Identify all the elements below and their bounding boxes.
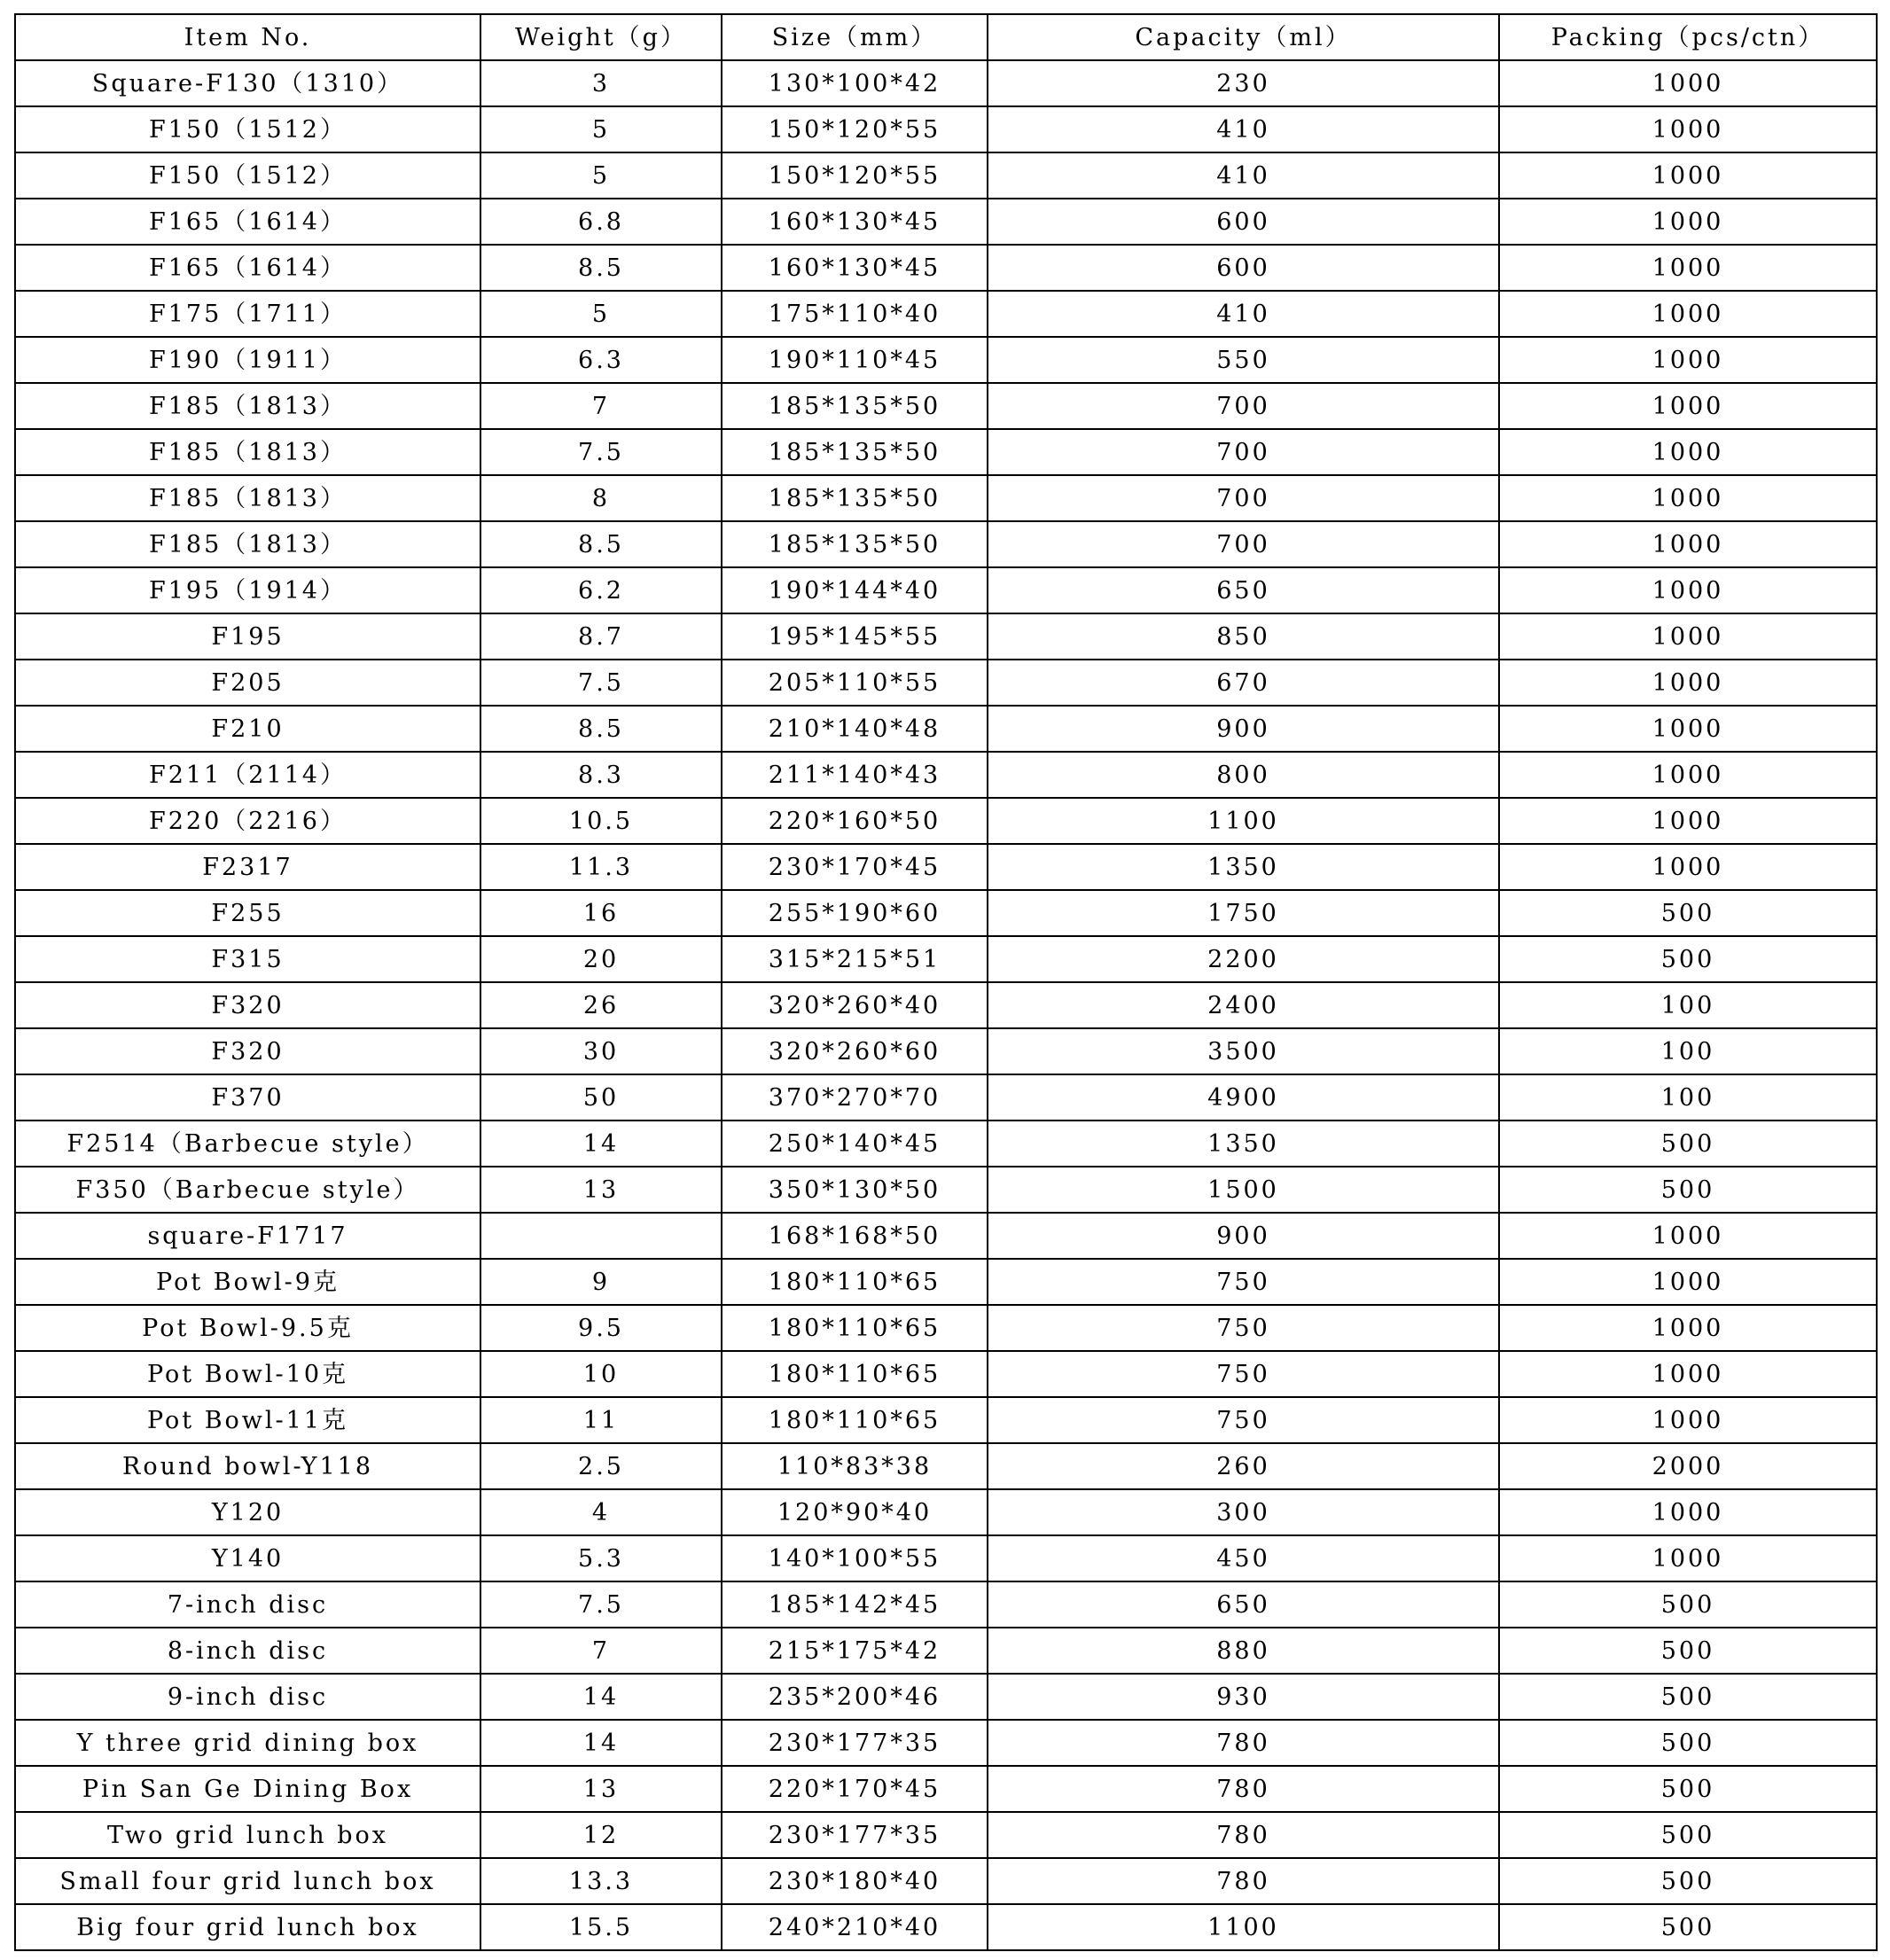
- product-spec-table: [14, 13, 1878, 1951]
- cell-size: 350*130*50: [722, 1167, 988, 1213]
- cell-size: 190*110*45: [722, 337, 988, 383]
- table-row: [15, 1720, 1877, 1766]
- cell-size: 168*168*50: [722, 1213, 988, 1259]
- cell-weight: 3: [480, 60, 722, 106]
- cell-item-no: 8-inch disc: [15, 1628, 480, 1674]
- cell-weight: 16: [480, 890, 722, 936]
- cell-size: 230*180*40: [722, 1858, 988, 1904]
- table-row: [15, 1674, 1877, 1720]
- cell-capacity: 850: [988, 613, 1499, 660]
- cell-size: 185*135*50: [722, 521, 988, 567]
- cell-weight: 7.5: [480, 660, 722, 706]
- cell-packing: 1000: [1499, 613, 1877, 660]
- cell-capacity: 3500: [988, 1028, 1499, 1074]
- table-row: [15, 475, 1877, 521]
- cell-packing: 1000: [1499, 567, 1877, 613]
- cell-packing: 500: [1499, 936, 1877, 982]
- cell-item-no: F370: [15, 1074, 480, 1121]
- cell-packing: 1000: [1499, 1535, 1877, 1581]
- cell-weight: 5: [480, 106, 722, 152]
- cell-capacity: 650: [988, 1581, 1499, 1628]
- cell-capacity: 650: [988, 567, 1499, 613]
- cell-item-no: Y140: [15, 1535, 480, 1581]
- cell-weight: 26: [480, 982, 722, 1028]
- cell-item-no: 7-inch disc: [15, 1581, 480, 1628]
- cell-weight: 14: [480, 1121, 722, 1167]
- cell-size: 210*140*48: [722, 706, 988, 752]
- cell-weight: 5: [480, 152, 722, 199]
- cell-capacity: 300: [988, 1489, 1499, 1535]
- cell-weight: 9: [480, 1259, 722, 1305]
- cell-capacity: 750: [988, 1259, 1499, 1305]
- table-row: [15, 199, 1877, 245]
- cell-item-no: Square-F130（1310）: [15, 60, 480, 106]
- cell-weight: 11: [480, 1397, 722, 1443]
- cell-item-no: Pin San Ge Dining Box: [15, 1766, 480, 1812]
- cell-item-no: F185（1813）: [15, 475, 480, 521]
- cell-item-no: F210: [15, 706, 480, 752]
- table-row: [15, 337, 1877, 383]
- cell-packing: 500: [1499, 1581, 1877, 1628]
- cell-item-no: F165（1614）: [15, 199, 480, 245]
- header-capacity: Capacity（ml）: [988, 14, 1499, 60]
- table-body: [15, 60, 1877, 1950]
- cell-capacity: 2400: [988, 982, 1499, 1028]
- cell-packing: 1000: [1499, 752, 1877, 798]
- cell-capacity: 410: [988, 291, 1499, 337]
- cell-size: 140*100*55: [722, 1535, 988, 1581]
- cell-weight: 7.5: [480, 1581, 722, 1628]
- cell-item-no: F211（2114）: [15, 752, 480, 798]
- cell-weight: 10.5: [480, 798, 722, 844]
- cell-packing: 1000: [1499, 1489, 1877, 1535]
- cell-packing: 1000: [1499, 1305, 1877, 1351]
- cell-size: 320*260*60: [722, 1028, 988, 1074]
- cell-weight: 5: [480, 291, 722, 337]
- cell-packing: 500: [1499, 890, 1877, 936]
- table-row: [15, 1904, 1877, 1950]
- table-row: [15, 706, 1877, 752]
- cell-size: 175*110*40: [722, 291, 988, 337]
- cell-capacity: 780: [988, 1766, 1499, 1812]
- cell-capacity: 750: [988, 1351, 1499, 1397]
- table-row: [15, 1766, 1877, 1812]
- cell-packing: 500: [1499, 1628, 1877, 1674]
- cell-capacity: 1100: [988, 1904, 1499, 1950]
- cell-packing: 500: [1499, 1812, 1877, 1858]
- cell-capacity: 750: [988, 1397, 1499, 1443]
- cell-capacity: 670: [988, 660, 1499, 706]
- cell-capacity: 1750: [988, 890, 1499, 936]
- cell-capacity: 900: [988, 706, 1499, 752]
- cell-item-no: F2514（Barbecue style）: [15, 1121, 480, 1167]
- cell-item-no: F190（1911）: [15, 337, 480, 383]
- cell-size: 150*120*55: [722, 106, 988, 152]
- cell-packing: 500: [1499, 1674, 1877, 1720]
- cell-packing: 1000: [1499, 383, 1877, 429]
- table-row: [15, 567, 1877, 613]
- cell-size: 185*135*50: [722, 475, 988, 521]
- cell-item-no: Two grid lunch box: [15, 1812, 480, 1858]
- table-row: [15, 1167, 1877, 1213]
- cell-weight: 8: [480, 475, 722, 521]
- cell-packing: 500: [1499, 1766, 1877, 1812]
- cell-item-no: Pot Bowl-11克: [15, 1397, 480, 1443]
- cell-item-no: F150（1512）: [15, 152, 480, 199]
- cell-weight: 4: [480, 1489, 722, 1535]
- table-row: [15, 1028, 1877, 1074]
- cell-size: 230*177*35: [722, 1812, 988, 1858]
- cell-size: 220*170*45: [722, 1766, 988, 1812]
- cell-weight: 8.5: [480, 521, 722, 567]
- cell-size: 185*142*45: [722, 1581, 988, 1628]
- cell-capacity: 1350: [988, 1121, 1499, 1167]
- cell-weight: 13: [480, 1766, 722, 1812]
- header-size: Size（mm）: [722, 14, 988, 60]
- cell-packing: 1000: [1499, 1213, 1877, 1259]
- cell-capacity: 550: [988, 337, 1499, 383]
- cell-item-no: F350（Barbecue style）: [15, 1167, 480, 1213]
- cell-weight: 7.5: [480, 429, 722, 475]
- cell-size: 120*90*40: [722, 1489, 988, 1535]
- table-row: [15, 1074, 1877, 1121]
- cell-item-no: F195（1914）: [15, 567, 480, 613]
- cell-capacity: 230: [988, 60, 1499, 106]
- cell-packing: 100: [1499, 1028, 1877, 1074]
- header-packing: Packing（pcs/ctn）: [1499, 14, 1877, 60]
- cell-packing: 100: [1499, 982, 1877, 1028]
- table-row: [15, 1121, 1877, 1167]
- cell-packing: 1000: [1499, 521, 1877, 567]
- cell-packing: 1000: [1499, 199, 1877, 245]
- cell-packing: 1000: [1499, 1397, 1877, 1443]
- cell-capacity: 800: [988, 752, 1499, 798]
- cell-size: 315*215*51: [722, 936, 988, 982]
- cell-item-no: F320: [15, 1028, 480, 1074]
- cell-capacity: 600: [988, 245, 1499, 291]
- cell-item-no: Pot Bowl-9克: [15, 1259, 480, 1305]
- table-row: [15, 1858, 1877, 1904]
- cell-weight: 8.7: [480, 613, 722, 660]
- cell-item-no: F255: [15, 890, 480, 936]
- cell-capacity: 260: [988, 1443, 1499, 1489]
- cell-item-no: F220（2216）: [15, 798, 480, 844]
- cell-item-no: Round bowl-Y118: [15, 1443, 480, 1489]
- cell-size: 320*260*40: [722, 982, 988, 1028]
- cell-capacity: 410: [988, 106, 1499, 152]
- cell-size: 150*120*55: [722, 152, 988, 199]
- cell-packing: 1000: [1499, 660, 1877, 706]
- cell-weight: 14: [480, 1674, 722, 1720]
- cell-weight: 15.5: [480, 1904, 722, 1950]
- cell-packing: 100: [1499, 1074, 1877, 1121]
- table-row: [15, 291, 1877, 337]
- cell-weight: 7: [480, 383, 722, 429]
- header-row: [15, 14, 1877, 60]
- cell-weight: 10: [480, 1351, 722, 1397]
- cell-item-no: Pot Bowl-10克: [15, 1351, 480, 1397]
- cell-weight: 12: [480, 1812, 722, 1858]
- cell-item-no: F185（1813）: [15, 383, 480, 429]
- cell-size: 185*135*50: [722, 383, 988, 429]
- cell-size: 215*175*42: [722, 1628, 988, 1674]
- cell-size: 220*160*50: [722, 798, 988, 844]
- cell-capacity: 1350: [988, 844, 1499, 890]
- cell-size: 180*110*65: [722, 1259, 988, 1305]
- cell-packing: 500: [1499, 1904, 1877, 1950]
- cell-capacity: 780: [988, 1812, 1499, 1858]
- cell-size: 185*135*50: [722, 429, 988, 475]
- table-row: [15, 1305, 1877, 1351]
- cell-item-no: Pot Bowl-9.5克: [15, 1305, 480, 1351]
- cell-capacity: 600: [988, 199, 1499, 245]
- cell-item-no: Big four grid lunch box: [15, 1904, 480, 1950]
- table-row: [15, 1259, 1877, 1305]
- cell-packing: 500: [1499, 1121, 1877, 1167]
- table-row: [15, 660, 1877, 706]
- table-row: [15, 890, 1877, 936]
- cell-item-no: F185（1813）: [15, 521, 480, 567]
- cell-weight: [480, 1213, 722, 1259]
- header-item-no: Item No.: [15, 14, 480, 60]
- cell-size: 160*130*45: [722, 199, 988, 245]
- table-row: [15, 613, 1877, 660]
- table-row: [15, 1443, 1877, 1489]
- cell-weight: 5.3: [480, 1535, 722, 1581]
- cell-size: 235*200*46: [722, 1674, 988, 1720]
- cell-weight: 30: [480, 1028, 722, 1074]
- cell-weight: 8.5: [480, 706, 722, 752]
- cell-size: 180*110*65: [722, 1305, 988, 1351]
- cell-size: 130*100*42: [722, 60, 988, 106]
- cell-capacity: 700: [988, 475, 1499, 521]
- header-weight: Weight（g）: [480, 14, 722, 60]
- cell-packing: 1000: [1499, 337, 1877, 383]
- cell-item-no: F165（1614）: [15, 245, 480, 291]
- cell-weight: 11.3: [480, 844, 722, 890]
- cell-weight: 13: [480, 1167, 722, 1213]
- cell-size: 180*110*65: [722, 1397, 988, 1443]
- cell-item-no: square-F1717: [15, 1213, 480, 1259]
- cell-item-no: F2317: [15, 844, 480, 890]
- cell-packing: 1000: [1499, 475, 1877, 521]
- cell-packing: 1000: [1499, 429, 1877, 475]
- cell-capacity: 780: [988, 1720, 1499, 1766]
- cell-item-no: F315: [15, 936, 480, 982]
- cell-packing: 1000: [1499, 844, 1877, 890]
- table-row: [15, 798, 1877, 844]
- cell-weight: 6.2: [480, 567, 722, 613]
- table-row: [15, 982, 1877, 1028]
- table-row: [15, 1213, 1877, 1259]
- cell-capacity: 450: [988, 1535, 1499, 1581]
- table-row: [15, 1397, 1877, 1443]
- cell-weight: 8.5: [480, 245, 722, 291]
- table-row: [15, 245, 1877, 291]
- cell-size: 190*144*40: [722, 567, 988, 613]
- cell-weight: 14: [480, 1720, 722, 1766]
- cell-packing: 1000: [1499, 245, 1877, 291]
- cell-size: 211*140*43: [722, 752, 988, 798]
- cell-size: 180*110*65: [722, 1351, 988, 1397]
- cell-item-no: 9-inch disc: [15, 1674, 480, 1720]
- cell-packing: 1000: [1499, 60, 1877, 106]
- cell-size: 370*270*70: [722, 1074, 988, 1121]
- table-row: [15, 1351, 1877, 1397]
- cell-packing: 2000: [1499, 1443, 1877, 1489]
- cell-packing: 1000: [1499, 798, 1877, 844]
- cell-weight: 9.5: [480, 1305, 722, 1351]
- table-row: [15, 60, 1877, 106]
- cell-size: 205*110*55: [722, 660, 988, 706]
- cell-size: 240*210*40: [722, 1904, 988, 1950]
- cell-packing: 1000: [1499, 106, 1877, 152]
- cell-weight: 7: [480, 1628, 722, 1674]
- table-row: [15, 1812, 1877, 1858]
- cell-capacity: 1500: [988, 1167, 1499, 1213]
- cell-item-no: Y three grid dining box: [15, 1720, 480, 1766]
- cell-packing: 500: [1499, 1858, 1877, 1904]
- table-row: [15, 1628, 1877, 1674]
- cell-capacity: 880: [988, 1628, 1499, 1674]
- cell-capacity: 700: [988, 383, 1499, 429]
- table-row: [15, 1489, 1877, 1535]
- cell-packing: 1000: [1499, 291, 1877, 337]
- cell-weight: 13.3: [480, 1858, 722, 1904]
- cell-packing: 500: [1499, 1167, 1877, 1213]
- cell-weight: 2.5: [480, 1443, 722, 1489]
- cell-capacity: 780: [988, 1858, 1499, 1904]
- table-row: [15, 752, 1877, 798]
- cell-item-no: Y120: [15, 1489, 480, 1535]
- cell-size: 195*145*55: [722, 613, 988, 660]
- cell-size: 255*190*60: [722, 890, 988, 936]
- table-row: [15, 1535, 1877, 1581]
- cell-weight: 8.3: [480, 752, 722, 798]
- cell-capacity: 700: [988, 429, 1499, 475]
- table-row: [15, 106, 1877, 152]
- cell-packing: 1000: [1499, 1351, 1877, 1397]
- cell-item-no: F175（1711）: [15, 291, 480, 337]
- cell-item-no: F320: [15, 982, 480, 1028]
- table-row: [15, 429, 1877, 475]
- cell-capacity: 700: [988, 521, 1499, 567]
- cell-item-no: F150（1512）: [15, 106, 480, 152]
- cell-size: 230*170*45: [722, 844, 988, 890]
- table-row: [15, 1581, 1877, 1628]
- cell-capacity: 2200: [988, 936, 1499, 982]
- cell-item-no: F185（1813）: [15, 429, 480, 475]
- table-row: [15, 844, 1877, 890]
- table-row: [15, 152, 1877, 199]
- cell-capacity: 1100: [988, 798, 1499, 844]
- cell-weight: 6.8: [480, 199, 722, 245]
- cell-packing: 1000: [1499, 1259, 1877, 1305]
- cell-capacity: 4900: [988, 1074, 1499, 1121]
- cell-capacity: 750: [988, 1305, 1499, 1351]
- cell-size: 230*177*35: [722, 1720, 988, 1766]
- table-row: [15, 936, 1877, 982]
- cell-packing: 1000: [1499, 706, 1877, 752]
- table-row: [15, 383, 1877, 429]
- cell-weight: 50: [480, 1074, 722, 1121]
- cell-capacity: 900: [988, 1213, 1499, 1259]
- cell-packing: 500: [1499, 1720, 1877, 1766]
- cell-weight: 6.3: [480, 337, 722, 383]
- cell-size: 110*83*38: [722, 1443, 988, 1489]
- table-header: [15, 14, 1877, 60]
- table-row: [15, 521, 1877, 567]
- cell-packing: 1000: [1499, 152, 1877, 199]
- cell-item-no: F195: [15, 613, 480, 660]
- cell-capacity: 410: [988, 152, 1499, 199]
- cell-item-no: Small four grid lunch box: [15, 1858, 480, 1904]
- cell-capacity: 930: [988, 1674, 1499, 1720]
- cell-item-no: F205: [15, 660, 480, 706]
- cell-size: 250*140*45: [722, 1121, 988, 1167]
- cell-weight: 20: [480, 936, 722, 982]
- cell-size: 160*130*45: [722, 245, 988, 291]
